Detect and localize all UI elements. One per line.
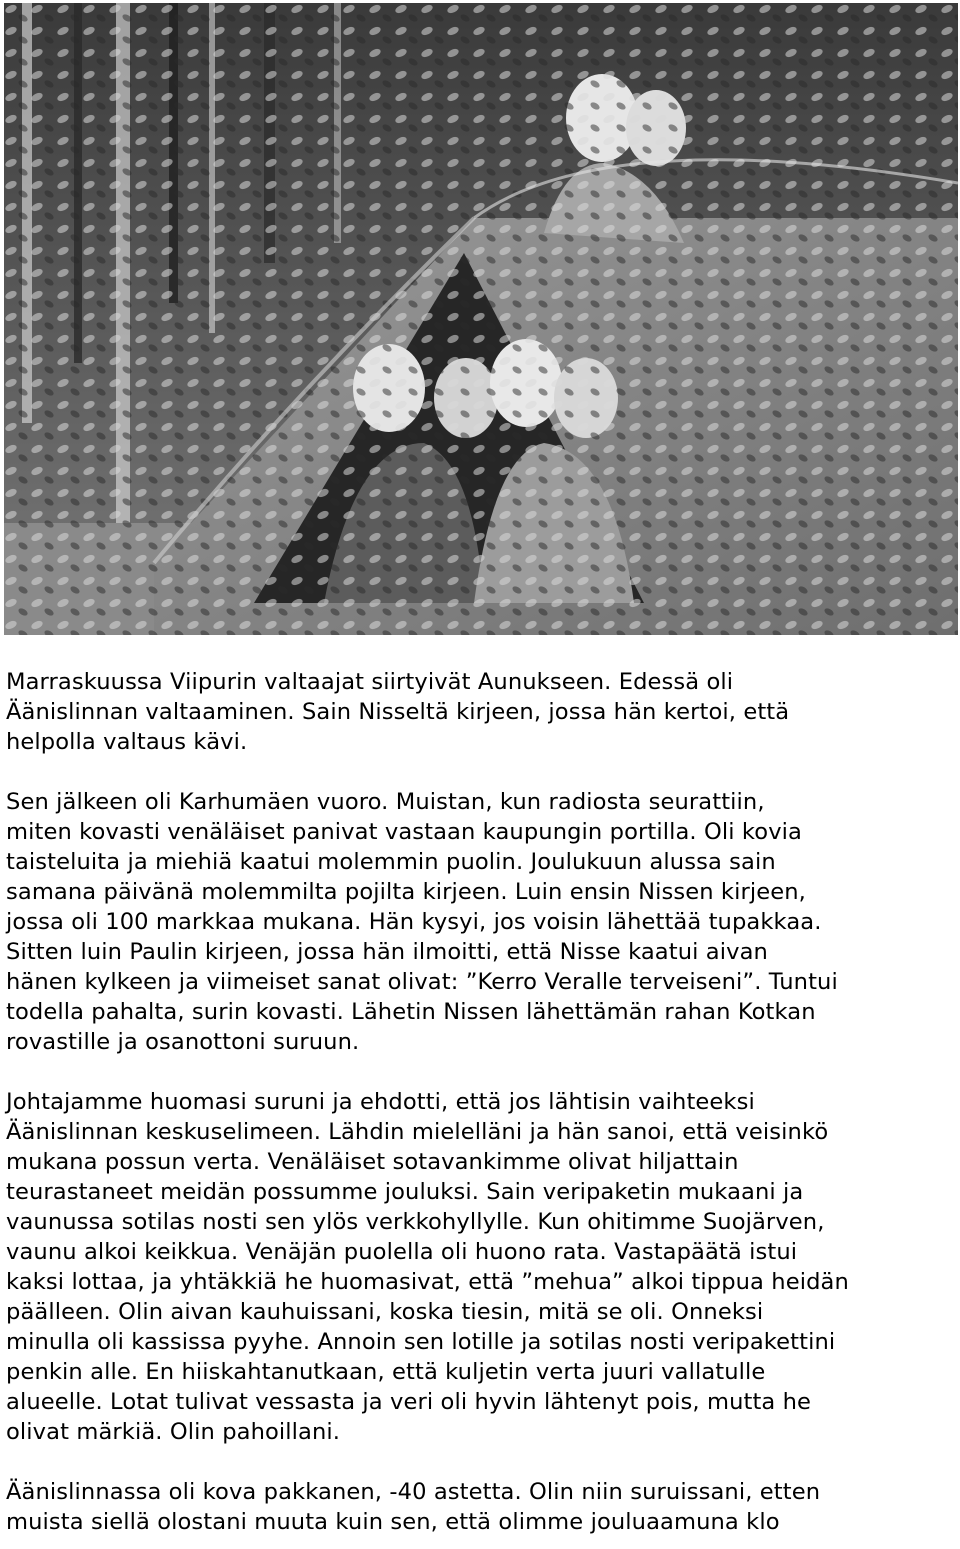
text-line: helpolla valtaus kävi. bbox=[6, 729, 248, 755]
text-line: muista siellä olostani muuta kuin sen, että olimme jouluaamuna klo bbox=[6, 1509, 780, 1535]
photo-illustration bbox=[4, 3, 958, 635]
article-text bbox=[6, 667, 946, 1537]
text-line: kaksi lottaa, ja yhtäkkiä he huomasivat, että ”mehua” alkoi tippua heidän bbox=[6, 1269, 849, 1295]
text-line: päälleen. Olin aivan kauhuissani, koska tiesin, mitä se oli. Onneksi bbox=[6, 1299, 764, 1325]
paragraph-3 bbox=[6, 1087, 946, 1447]
text-line: Sen jälkeen oli Karhumäen vuoro. Muistan, kun radiosta seurattiin, bbox=[6, 789, 765, 815]
text-line: miten kovasti venäläiset panivat vastaan kaupungin portilla. Oli kovia bbox=[6, 819, 803, 845]
text-line: Äänislinnassa oli kova pakkanen, -40 astetta. Olin niin suruissani, etten bbox=[6, 1479, 821, 1505]
text-line: Johtajamme huomasi suruni ja ehdotti, että jos lähtisin vaihteeksi bbox=[6, 1089, 755, 1115]
text-line: rovastille ja osanottoni suruun. bbox=[6, 1029, 360, 1055]
text-line: samana päivänä molemmilta pojilta kirjeen. Luin ensin Nissen kirjeen, bbox=[6, 879, 806, 905]
text-line: teurastaneet meidän possumme jouluksi. Sain veripaketin mukaani ja bbox=[6, 1179, 804, 1205]
text-line: minulla oli kassissa pyyhe. Annoin sen lotille ja sotilas nosti veripakettini bbox=[6, 1329, 836, 1355]
text-line: vaunussa sotilas nosti sen ylös verkkohyllylle. Kun ohitimme Suojärven, bbox=[6, 1209, 825, 1235]
text-line: penkin alle. En hiiskahtanutkaan, että kuljetin verta juuri vallatulle bbox=[6, 1359, 766, 1385]
paragraph-4 bbox=[6, 1477, 946, 1537]
text-line: Äänislinnan keskuselimeen. Lähdin mielelläni ja hän sanoi, että veisinkö bbox=[6, 1119, 829, 1145]
text-line: Marraskuussa Viipurin valtaajat siirtyivät Aunukseen. Edessä oli bbox=[6, 669, 734, 695]
paragraph-1 bbox=[6, 667, 946, 757]
text-line: mukana possun verta. Venäläiset sotavankimme olivat hiljattain bbox=[6, 1149, 739, 1175]
text-line: Äänislinnan valtaaminen. Sain Nisseltä kirjeen, jossa hän kertoi, että bbox=[6, 699, 790, 725]
paragraph-2 bbox=[6, 787, 946, 1057]
text-line: alueelle. Lotat tulivat vessasta ja veri oli hyvin lähtenyt pois, mutta he bbox=[6, 1389, 812, 1415]
text-line: hänen kylkeen ja viimeiset sanat olivat: ”Kerro Veralle terveiseni”. Tuntui bbox=[6, 969, 838, 995]
text-line: olivat märkiä. Olin pahoillani. bbox=[6, 1419, 341, 1445]
photo-women-in-tent bbox=[4, 3, 958, 635]
text-line: jossa oli 100 markkaa mukana. Hän kysyi, jos voisin lähettää tupakkaa. bbox=[6, 909, 822, 935]
text-line: vaunu alkoi keikkua. Venäjän puolella oli huono rata. Vastapäätä istui bbox=[6, 1239, 798, 1265]
text-line: todella pahalta, surin kovasti. Lähetin Nissen lähettämän rahan Kotkan bbox=[6, 999, 816, 1025]
text-line: taisteluita ja miehiä kaatui molemmin puolin. Joulukuun alussa sain bbox=[6, 849, 776, 875]
text-line: Sitten luin Paulin kirjeen, jossa hän ilmoitti, että Nisse kaatui aivan bbox=[6, 939, 768, 965]
